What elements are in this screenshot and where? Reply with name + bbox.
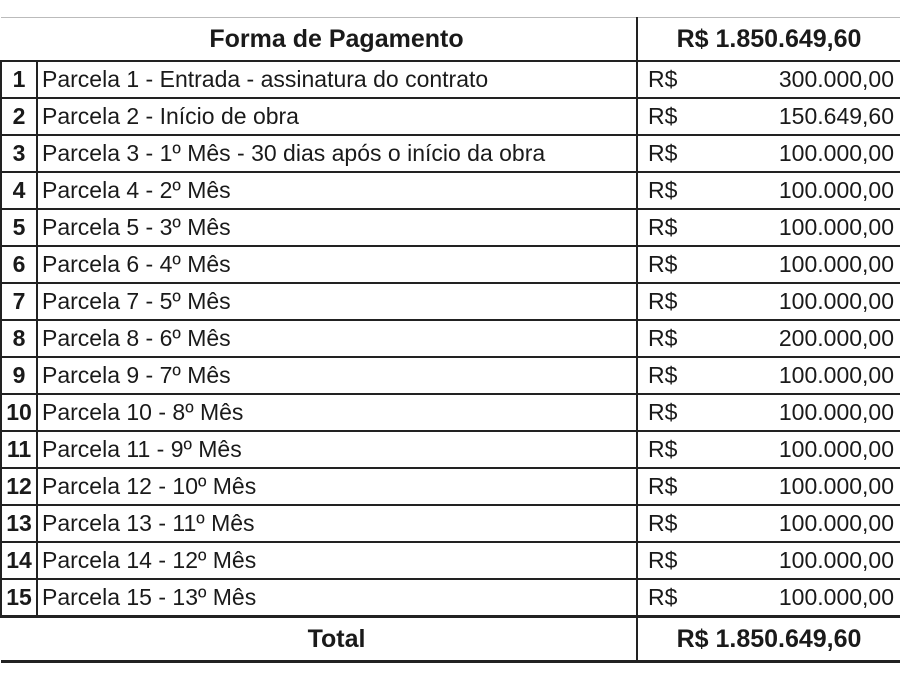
row-value: 100.000,00 <box>697 283 900 320</box>
header-amount: R$ 1.850.649,60 <box>637 18 900 62</box>
table-row <box>1 135 900 172</box>
row-description: Parcela 12 - 10º Mês <box>37 468 637 505</box>
table-row <box>1 172 900 209</box>
row-description: Parcela 1 - Entrada - assinatura do contrato <box>37 61 637 98</box>
row-number: 14 <box>1 542 37 579</box>
row-number: 13 <box>1 505 37 542</box>
row-description: Parcela 4 - 2º Mês <box>37 172 637 209</box>
row-description: Parcela 5 - 3º Mês <box>37 209 637 246</box>
row-value: 100.000,00 <box>697 209 900 246</box>
total-row <box>1 617 900 662</box>
row-description: Parcela 3 - 1º Mês - 30 dias após o início da obra <box>37 135 637 172</box>
row-currency: R$ <box>637 283 697 320</box>
row-description: Parcela 15 - 13º Mês <box>37 579 637 617</box>
row-number: 2 <box>1 98 37 135</box>
total-amount: R$ 1.850.649,60 <box>637 617 900 662</box>
row-description: Parcela 9 - 7º Mês <box>37 357 637 394</box>
row-number: 6 <box>1 246 37 283</box>
row-currency: R$ <box>637 468 697 505</box>
table-row <box>1 431 900 468</box>
table-row <box>1 542 900 579</box>
row-value: 100.000,00 <box>697 172 900 209</box>
row-description: Parcela 6 - 4º Mês <box>37 246 637 283</box>
row-value: 100.000,00 <box>697 468 900 505</box>
row-currency: R$ <box>637 505 697 542</box>
row-description: Parcela 14 - 12º Mês <box>37 542 637 579</box>
row-value: 100.000,00 <box>697 394 900 431</box>
total-label: Total <box>37 617 637 662</box>
table-row <box>1 320 900 357</box>
row-value: 100.000,00 <box>697 505 900 542</box>
table-row <box>1 394 900 431</box>
row-currency: R$ <box>637 579 697 617</box>
row-value: 100.000,00 <box>697 542 900 579</box>
row-currency: R$ <box>637 61 697 98</box>
table-row <box>1 579 900 617</box>
row-description: Parcela 2 - Início de obra <box>37 98 637 135</box>
row-currency: R$ <box>637 135 697 172</box>
row-number: 15 <box>1 579 37 617</box>
row-value: 150.649,60 <box>697 98 900 135</box>
row-currency: R$ <box>637 98 697 135</box>
table-row <box>1 283 900 320</box>
header-corner-cell <box>1 18 37 62</box>
row-number: 12 <box>1 468 37 505</box>
payment-table <box>0 17 900 663</box>
table-row <box>1 505 900 542</box>
row-currency: R$ <box>637 320 697 357</box>
row-number: 7 <box>1 283 37 320</box>
row-value: 100.000,00 <box>697 431 900 468</box>
row-number: 8 <box>1 320 37 357</box>
row-number: 1 <box>1 61 37 98</box>
row-currency: R$ <box>637 172 697 209</box>
row-currency: R$ <box>637 394 697 431</box>
row-number: 4 <box>1 172 37 209</box>
row-number: 11 <box>1 431 37 468</box>
row-description: Parcela 8 - 6º Mês <box>37 320 637 357</box>
row-value: 100.000,00 <box>697 579 900 617</box>
table-row <box>1 98 900 135</box>
row-value: 300.000,00 <box>697 61 900 98</box>
total-corner-cell <box>1 617 37 662</box>
row-number: 10 <box>1 394 37 431</box>
row-value: 100.000,00 <box>697 246 900 283</box>
row-value: 100.000,00 <box>697 357 900 394</box>
row-description: Parcela 10 - 8º Mês <box>37 394 637 431</box>
table-header-row <box>1 18 900 62</box>
header-title: Forma de Pagamento <box>37 18 637 62</box>
row-description: Parcela 7 - 5º Mês <box>37 283 637 320</box>
row-currency: R$ <box>637 209 697 246</box>
row-value: 100.000,00 <box>697 135 900 172</box>
row-currency: R$ <box>637 542 697 579</box>
row-description: Parcela 11 - 9º Mês <box>37 431 637 468</box>
row-number: 9 <box>1 357 37 394</box>
row-number: 3 <box>1 135 37 172</box>
row-description: Parcela 13 - 11º Mês <box>37 505 637 542</box>
row-number: 5 <box>1 209 37 246</box>
row-value: 200.000,00 <box>697 320 900 357</box>
table-row <box>1 357 900 394</box>
table-row <box>1 468 900 505</box>
table-row <box>1 209 900 246</box>
row-currency: R$ <box>637 431 697 468</box>
table-row <box>1 246 900 283</box>
row-currency: R$ <box>637 357 697 394</box>
table-row <box>1 61 900 98</box>
row-currency: R$ <box>637 246 697 283</box>
